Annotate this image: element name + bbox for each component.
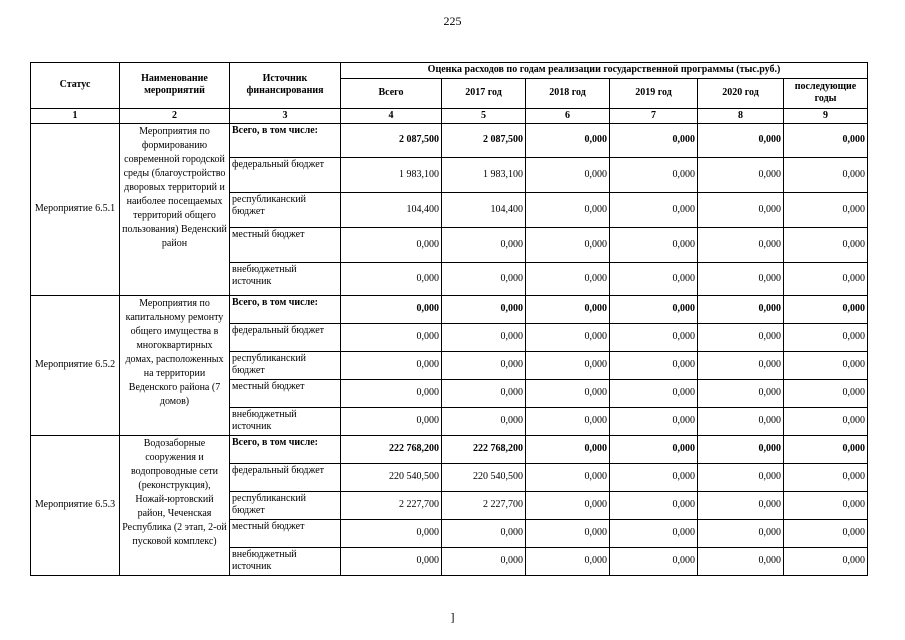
amount-cell: 0,000 bbox=[341, 228, 442, 263]
amount-cell: 0,000 bbox=[784, 324, 868, 352]
amount-cell: 0,000 bbox=[784, 492, 868, 520]
amount-cell: 0,000 bbox=[784, 548, 868, 576]
amount-cell: 0,000 bbox=[698, 124, 784, 158]
funding-source: республиканский бюджет bbox=[230, 193, 341, 228]
amount-cell: 0,000 bbox=[698, 352, 784, 380]
header-year-total: Всего bbox=[341, 78, 442, 108]
amount-cell: 0,000 bbox=[698, 436, 784, 464]
amount-cell: 0,000 bbox=[341, 296, 442, 324]
amount-cell: 0,000 bbox=[442, 548, 526, 576]
amount-cell: 0,000 bbox=[442, 352, 526, 380]
amount-cell: 0,000 bbox=[341, 520, 442, 548]
amount-cell: 0,000 bbox=[698, 380, 784, 408]
column-number: 7 bbox=[610, 108, 698, 124]
amount-cell: 0,000 bbox=[442, 263, 526, 296]
page-number: 225 bbox=[443, 14, 462, 28]
amount-cell: 0,000 bbox=[526, 324, 610, 352]
amount-cell: 0,000 bbox=[610, 520, 698, 548]
amount-cell: 0,000 bbox=[341, 352, 442, 380]
amount-cell: 220 540,500 bbox=[341, 464, 442, 492]
funding-source: местный бюджет bbox=[230, 228, 341, 263]
amount-cell: 0,000 bbox=[610, 548, 698, 576]
amount-cell: 0,000 bbox=[610, 324, 698, 352]
header-event-name: Наименование мероприятий bbox=[120, 63, 230, 109]
amount-cell: 0,000 bbox=[698, 263, 784, 296]
event-name: Мероприятия по капитальному ремонту общего имущества в многоквартирных домах, расположенных на территории Веденского района (7 домов) bbox=[120, 296, 230, 436]
amount-cell: 0,000 bbox=[341, 263, 442, 296]
amount-cell: 0,000 bbox=[610, 193, 698, 228]
funding-source: внебюджетный источник bbox=[230, 408, 341, 436]
amount-cell: 0,000 bbox=[698, 492, 784, 520]
table-row bbox=[31, 296, 868, 324]
funding-source: федеральный бюджет bbox=[230, 464, 341, 492]
header-year-2020: 2020 год bbox=[698, 78, 784, 108]
amount-cell: 0,000 bbox=[610, 464, 698, 492]
amount-cell: 0,000 bbox=[610, 296, 698, 324]
amount-cell: 0,000 bbox=[610, 124, 698, 158]
header-source: Источник финансирования bbox=[230, 63, 341, 109]
amount-cell: 0,000 bbox=[526, 263, 610, 296]
amount-cell: 0,000 bbox=[610, 408, 698, 436]
amount-cell: 0,000 bbox=[341, 408, 442, 436]
amount-cell: 0,000 bbox=[610, 158, 698, 193]
table-row bbox=[31, 436, 868, 464]
amount-cell: 0,000 bbox=[526, 158, 610, 193]
amount-cell: 104,400 bbox=[341, 193, 442, 228]
amount-cell: 0,000 bbox=[341, 548, 442, 576]
amount-cell: 0,000 bbox=[442, 296, 526, 324]
amount-cell: 0,000 bbox=[784, 464, 868, 492]
amount-cell: 0,000 bbox=[610, 436, 698, 464]
amount-cell: 0,000 bbox=[442, 380, 526, 408]
amount-cell: 0,000 bbox=[526, 492, 610, 520]
amount-cell: 0,000 bbox=[526, 408, 610, 436]
amount-cell: 0,000 bbox=[526, 296, 610, 324]
column-number: 3 bbox=[230, 108, 341, 124]
amount-cell: 0,000 bbox=[526, 436, 610, 464]
amount-cell: 0,000 bbox=[698, 158, 784, 193]
amount-cell: 0,000 bbox=[698, 228, 784, 263]
header-estimate: Оценка расходов по годам реализации государственной программы (тыс.руб.) bbox=[341, 63, 868, 79]
column-number: 5 bbox=[442, 108, 526, 124]
header-year-2018: 2018 год bbox=[526, 78, 610, 108]
amount-cell: 0,000 bbox=[698, 520, 784, 548]
amount-cell: 0,000 bbox=[526, 193, 610, 228]
column-number: 1 bbox=[31, 108, 120, 124]
amount-cell: 0,000 bbox=[610, 352, 698, 380]
amount-cell: 0,000 bbox=[784, 296, 868, 324]
amount-cell: 0,000 bbox=[526, 124, 610, 158]
event-status: Мероприятие 6.5.1 bbox=[31, 124, 120, 296]
footer-mark: ] bbox=[450, 610, 455, 624]
column-number: 2 bbox=[120, 108, 230, 124]
table-row bbox=[31, 124, 868, 158]
amount-cell: 0,000 bbox=[784, 352, 868, 380]
funding-source: федеральный бюджет bbox=[230, 324, 341, 352]
amount-cell: 222 768,200 bbox=[442, 436, 526, 464]
amount-cell: 0,000 bbox=[610, 263, 698, 296]
event-name: Мероприятия по формированию современной городской среды (благоустройство дворовых территорий и наиболее посещаемых территорий общего пользования) Веденский район bbox=[120, 124, 230, 296]
amount-cell: 0,000 bbox=[526, 548, 610, 576]
amount-cell: 222 768,200 bbox=[341, 436, 442, 464]
event-name: Водозаборные сооружения и водопроводные сети (реконструкция), Ножай-юртовский район, Чеченская Республика (2 этап, 2-ой пусковой комплекс) bbox=[120, 436, 230, 576]
amount-cell: 0,000 bbox=[341, 380, 442, 408]
amount-cell: 0,000 bbox=[784, 380, 868, 408]
amount-cell: 0,000 bbox=[526, 228, 610, 263]
amount-cell: 0,000 bbox=[784, 408, 868, 436]
funding-source-total: Всего, в том числе: bbox=[230, 436, 341, 464]
funding-source: республиканский бюджет bbox=[230, 492, 341, 520]
amount-cell: 1 983,100 bbox=[442, 158, 526, 193]
amount-cell: 0,000 bbox=[442, 324, 526, 352]
amount-cell: 0,000 bbox=[610, 228, 698, 263]
funding-source: местный бюджет bbox=[230, 520, 341, 548]
amount-cell: 0,000 bbox=[610, 380, 698, 408]
amount-cell: 0,000 bbox=[698, 193, 784, 228]
amount-cell: 0,000 bbox=[698, 324, 784, 352]
table-body bbox=[31, 124, 868, 576]
column-number: 8 bbox=[698, 108, 784, 124]
funding-source: внебюджетный источник bbox=[230, 548, 341, 576]
funding-source: внебюджетный источник bbox=[230, 263, 341, 296]
amount-cell: 0,000 bbox=[442, 228, 526, 263]
amount-cell: 104,400 bbox=[442, 193, 526, 228]
amount-cell: 1 983,100 bbox=[341, 158, 442, 193]
funding-source-total: Всего, в том числе: bbox=[230, 296, 341, 324]
amount-cell: 0,000 bbox=[784, 520, 868, 548]
amount-cell: 0,000 bbox=[784, 263, 868, 296]
column-number: 9 bbox=[784, 108, 868, 124]
amount-cell: 0,000 bbox=[341, 324, 442, 352]
header-year-later: последующие годы bbox=[784, 78, 868, 108]
amount-cell: 2 087,500 bbox=[442, 124, 526, 158]
event-status: Мероприятие 6.5.2 bbox=[31, 296, 120, 436]
amount-cell: 0,000 bbox=[784, 228, 868, 263]
header-status: Статус bbox=[31, 63, 120, 109]
column-number: 6 bbox=[526, 108, 610, 124]
funding-source: местный бюджет bbox=[230, 380, 341, 408]
header-year-2017: 2017 год bbox=[442, 78, 526, 108]
column-number: 4 bbox=[341, 108, 442, 124]
funding-source: республиканский бюджет bbox=[230, 352, 341, 380]
event-status: Мероприятие 6.5.3 bbox=[31, 436, 120, 576]
amount-cell: 0,000 bbox=[698, 464, 784, 492]
budget-table bbox=[30, 62, 868, 576]
amount-cell: 0,000 bbox=[698, 408, 784, 436]
amount-cell: 0,000 bbox=[610, 492, 698, 520]
amount-cell: 2 227,700 bbox=[341, 492, 442, 520]
amount-cell: 0,000 bbox=[442, 520, 526, 548]
amount-cell: 2 227,700 bbox=[442, 492, 526, 520]
header-year-2019: 2019 год bbox=[610, 78, 698, 108]
funding-source: федеральный бюджет bbox=[230, 158, 341, 193]
amount-cell: 0,000 bbox=[526, 352, 610, 380]
amount-cell: 0,000 bbox=[784, 124, 868, 158]
amount-cell: 0,000 bbox=[784, 436, 868, 464]
amount-cell: 0,000 bbox=[698, 548, 784, 576]
funding-source-total: Всего, в том числе: bbox=[230, 124, 341, 158]
amount-cell: 0,000 bbox=[784, 193, 868, 228]
amount-cell: 2 087,500 bbox=[341, 124, 442, 158]
amount-cell: 0,000 bbox=[784, 158, 868, 193]
amount-cell: 220 540,500 bbox=[442, 464, 526, 492]
amount-cell: 0,000 bbox=[442, 408, 526, 436]
amount-cell: 0,000 bbox=[526, 520, 610, 548]
amount-cell: 0,000 bbox=[526, 464, 610, 492]
amount-cell: 0,000 bbox=[526, 380, 610, 408]
amount-cell: 0,000 bbox=[698, 296, 784, 324]
